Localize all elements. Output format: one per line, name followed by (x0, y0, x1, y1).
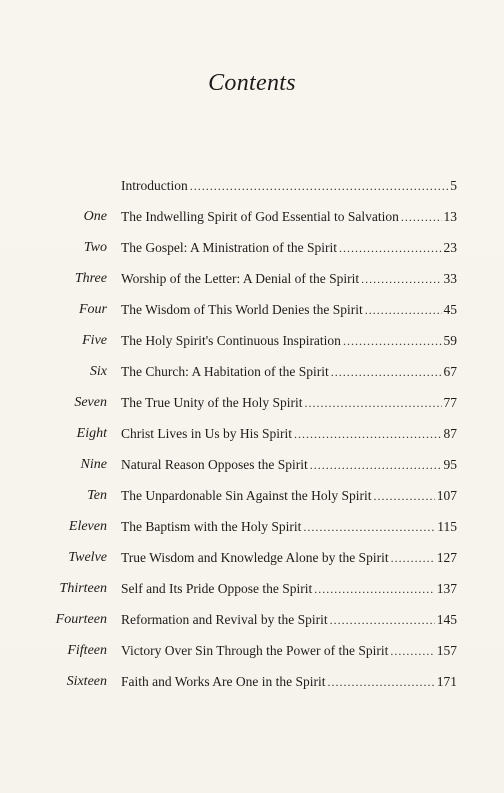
dot-leader (339, 238, 442, 258)
page-number: 107 (436, 488, 457, 503)
dot-leader (373, 486, 434, 506)
page-number: 67 (443, 364, 457, 379)
chapter-title: The True Unity of the Holy Spirit (121, 395, 303, 410)
chapter-title: Christ Lives in Us by His Spirit (121, 426, 293, 441)
toc-line (121, 672, 457, 692)
dot-leader (331, 362, 442, 382)
toc-entry-12 (0, 548, 504, 568)
toc-entry-16 (0, 672, 504, 692)
dot-leader (330, 610, 435, 630)
dot-leader (343, 331, 442, 351)
chapter-number: Twelve (68, 550, 107, 565)
page-number: 77 (443, 395, 457, 410)
page-number: 145 (436, 612, 457, 627)
dot-leader (365, 300, 442, 320)
page-number: 5 (450, 178, 457, 193)
toc-line (121, 269, 457, 289)
page-number: 45 (443, 302, 457, 317)
toc-line (121, 238, 457, 258)
toc-line (121, 517, 457, 537)
chapter-number: Fifteen (67, 643, 107, 658)
chapter-title: Faith and Works Are One in the Spirit (121, 674, 326, 689)
dot-leader (328, 672, 435, 692)
page-number: 137 (436, 581, 457, 596)
chapter-number: Two (83, 240, 107, 255)
chapter-title: Introduction (121, 178, 188, 193)
toc-line (121, 393, 457, 413)
page-number: 23 (443, 240, 457, 255)
toc-entry-4 (0, 300, 504, 320)
page-number: 157 (436, 643, 457, 658)
toc-entry-14 (0, 610, 504, 630)
page-number: 87 (443, 426, 457, 441)
toc-line (121, 424, 457, 444)
page-number: 95 (443, 457, 457, 472)
toc-line (121, 176, 457, 196)
toc-line (121, 362, 457, 382)
dot-leader (391, 548, 435, 568)
dot-leader (401, 207, 442, 227)
toc-entry-1 (0, 207, 504, 227)
dot-leader (190, 176, 449, 196)
chapter-title: The Church: A Habitation of the Spirit (121, 364, 329, 379)
toc-line (121, 207, 457, 227)
chapter-title: The Indwelling Spirit of God Essential to Salvation (121, 209, 399, 224)
chapter-title: The Baptism with the Holy Spirit (121, 519, 302, 534)
chapter-title: Victory Over Sin Through the Power of the Spirit (121, 643, 389, 658)
dot-leader (294, 424, 441, 444)
toc-entry-13 (0, 579, 504, 599)
dot-leader (361, 269, 441, 289)
chapter-title: Natural Reason Opposes the Spirit (121, 457, 308, 472)
chapter-title: The Holy Spirit's Continuous Inspiration (121, 333, 341, 348)
page-title: Contents (208, 70, 296, 96)
chapter-number: Nine (80, 457, 107, 472)
toc-entry-5 (0, 331, 504, 351)
chapter-number: Fourteen (55, 612, 107, 627)
toc-entry-7 (0, 393, 504, 413)
dot-leader (314, 579, 435, 599)
chapter-number: Four (79, 302, 107, 317)
toc-entry-10 (0, 486, 504, 506)
page-number: 13 (443, 209, 457, 224)
chapter-title: The Gospel: A Ministration of the Spirit (121, 240, 337, 255)
chapter-number: Eight (76, 426, 107, 441)
chapter-title: Self and Its Pride Oppose the Spirit (121, 581, 313, 596)
page-number: 33 (443, 271, 457, 286)
dot-leader (390, 641, 434, 661)
chapter-number: Seven (74, 395, 107, 410)
chapter-title: True Wisdom and Knowledge Alone by the Spirit (121, 550, 389, 565)
page-number: 171 (436, 674, 457, 689)
chapter-number: Six (89, 364, 107, 379)
toc-line (121, 641, 457, 661)
page-number: 127 (436, 550, 457, 565)
chapter-title: The Unpardonable Sin Against the Holy Spirit (121, 488, 372, 503)
dot-leader (310, 455, 442, 475)
dot-leader (305, 393, 442, 413)
toc-line (121, 486, 457, 506)
toc-line (121, 331, 457, 351)
chapter-number: Five (82, 333, 107, 348)
toc-entry-6 (0, 362, 504, 382)
chapter-number: Ten (87, 488, 107, 503)
toc-entry-3 (0, 269, 504, 289)
toc-entry-15 (0, 641, 504, 661)
dot-leader (303, 517, 435, 537)
chapter-number: Sixteen (66, 674, 107, 689)
chapter-title: Worship of the Letter: A Denial of the Spirit (121, 271, 360, 286)
toc-line (121, 455, 457, 475)
chapter-title: The Wisdom of This World Denies the Spirit (121, 302, 363, 317)
page-number: 59 (443, 333, 457, 348)
page-number: 115 (437, 519, 457, 534)
toc-entry-9 (0, 455, 504, 475)
toc-entry-11 (0, 517, 504, 537)
toc-line (121, 579, 457, 599)
toc-line (121, 548, 457, 568)
toc-entry-2 (0, 238, 504, 258)
chapter-number: One (83, 209, 107, 224)
toc-entry-introduction (0, 176, 504, 196)
chapter-number: Thirteen (59, 581, 107, 596)
chapter-number: Eleven (68, 519, 107, 534)
toc-line (121, 610, 457, 630)
chapter-title: Reformation and Revival by the Spirit (121, 612, 328, 627)
toc-entry-8 (0, 424, 504, 444)
chapter-number: Three (74, 271, 107, 286)
toc-line (121, 300, 457, 320)
